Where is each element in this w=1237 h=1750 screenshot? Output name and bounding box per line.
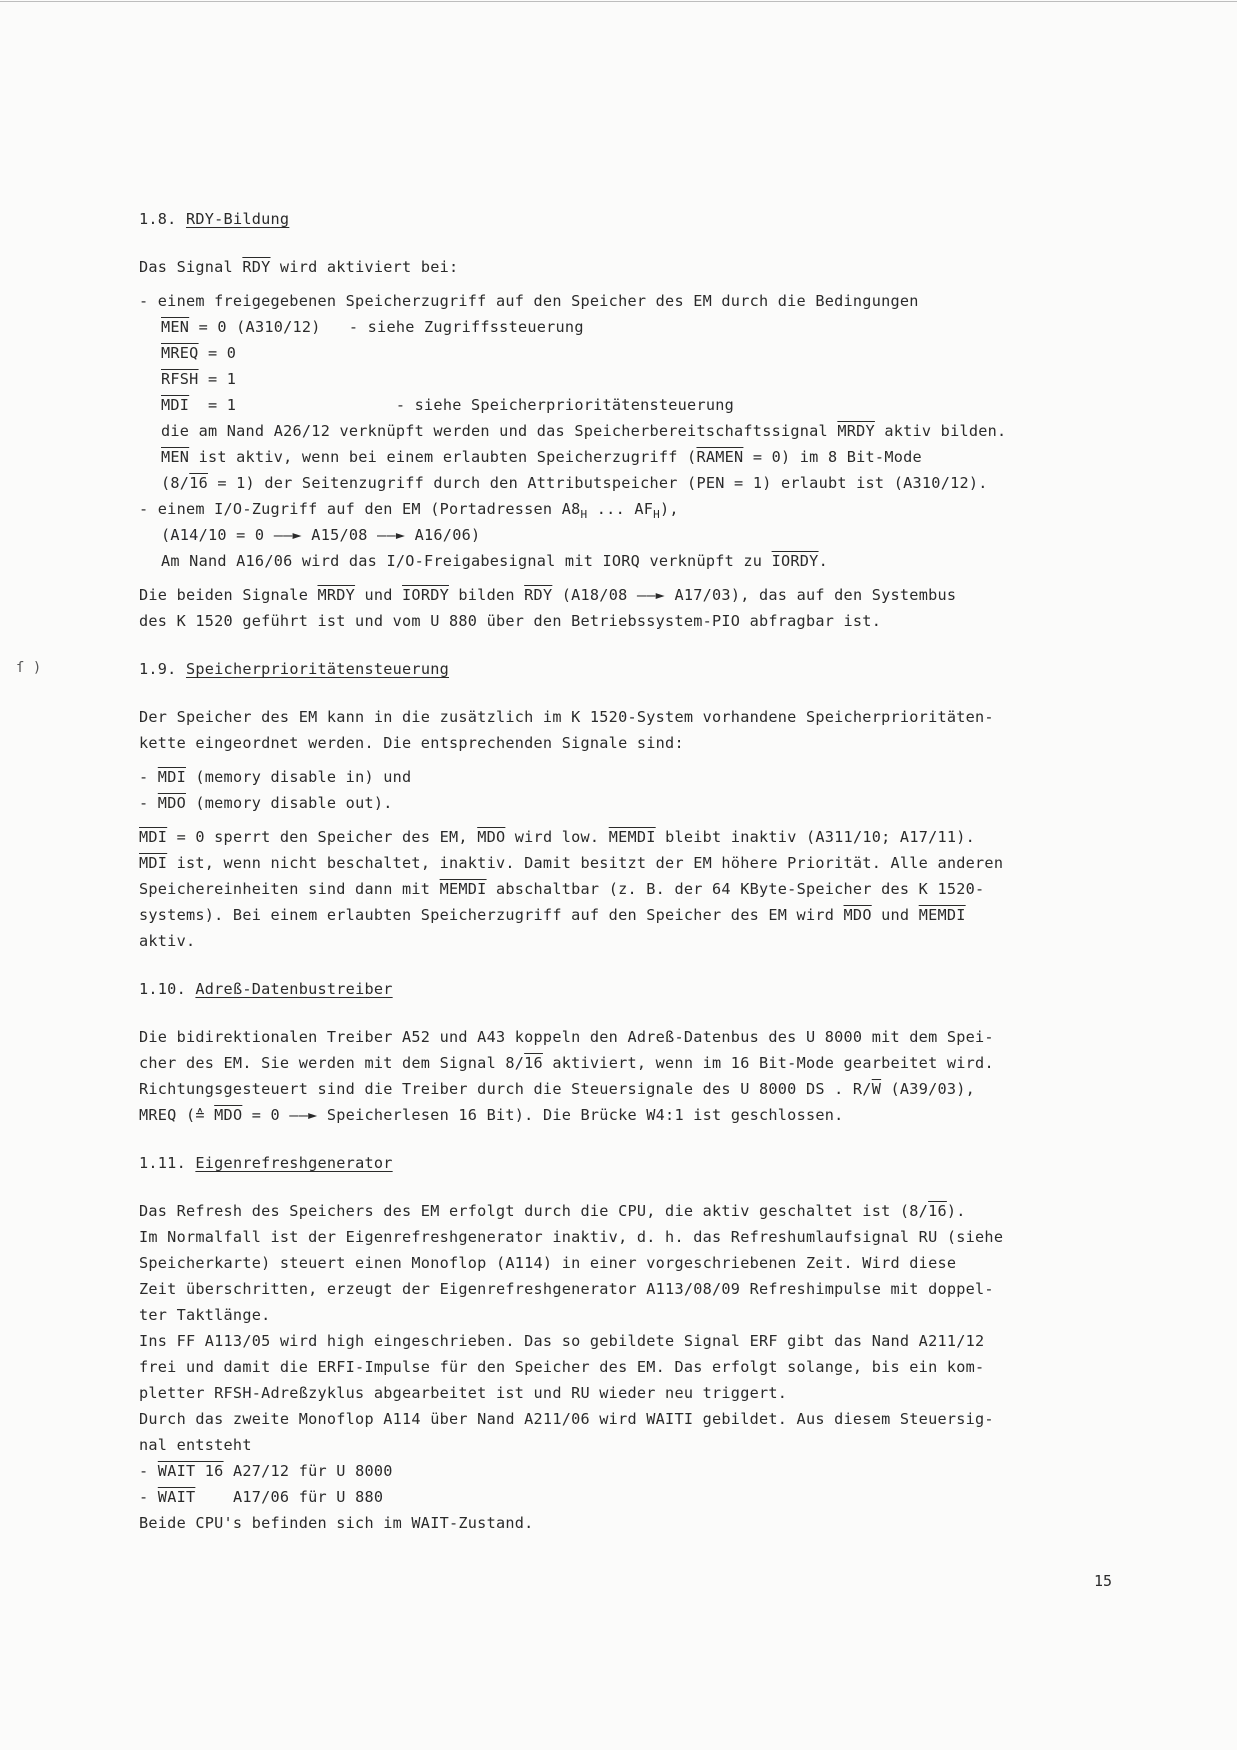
list-item: - einem I/O-Zugriff auf den EM (Portadressen $A8_H$ ... $AF_H$), [139,500,679,521]
list-item: - WAIT A17/06 für U 880 [139,1488,384,1506]
list-item: - einem freigegebenen Speicherzugriff auf den Speicher des EM durch die Bedingungen [139,292,919,310]
text-line: Im Normalfall ist der Eigenrefreshgenerator inaktiv, d. h. das Refreshumlaufsignal RU (siehe [139,1228,1004,1246]
top-edge-rule [0,1,1237,2]
text-line: Beide CPU's befinden sich im WAIT-Zustand. [139,1514,534,1532]
text-line: pletter RFSH-Adreßzyklus abgearbeitet ist und RU wieder neu triggert. [139,1384,788,1402]
text-line: (8/16 = 1) der Seitenzugriff durch den Attributspeicher (PEN = 1) erlaubt ist (A310/12). [161,474,988,492]
section-heading-1-9: 1.9. Speicherprioritätensteuerung [139,660,450,678]
text-line: die am Nand A26/12 verknüpft werden und das Speicherbereitschaftssignal MRDY aktiv bilden. [161,422,1007,440]
text-line: Speichereinheiten sind dann mit MEMDI abschaltbar (z. B. der 64 KByte-Speicher des K 1520- [139,880,985,898]
text-line: Am Nand A16/06 wird das I/O-Freigabesignal mit IORQ verknüpft zu IORDY. [161,552,828,570]
text-line: $\overline{MDI} = 0$ sperrt den Speicher des EM, $\overline{MDO}$ wird low. MEMDI bleibt inaktiv (A311/10; A17/11). [139,828,976,846]
text-line: aktiv. [139,932,196,950]
text-line: Das Signal $\overline{RDY}$ wird aktiviert bei: [139,258,459,276]
section-heading-1-10: 1.10. Adreß-Datenbustreiber [139,980,393,998]
text-line: Die bidirektionalen Treiber A52 und A43 koppeln den Adreß-Datenbus des U 8000 mit dem Spei- [139,1028,994,1046]
section-heading-1-11: 1.11. Eigenrefreshgenerator [139,1154,393,1172]
text-line: Richtungsgesteuert sind die Treiber durch die Steuersignale des U 8000 DS . $R/\overline{W}$ (A39/03), [139,1080,976,1098]
text-line: kette eingeordnet werden. Die entsprechenden Signale sind: [139,734,684,752]
condition-line: $\overline{MDI} = 1$ - siehe Speicherprioritätensteuerung [161,396,735,414]
text-line: Zeit überschritten, erzeugt der Eigenrefreshgenerator A113/08/09 Refreshimpulse mit doppel- [139,1280,994,1298]
text-line: nal entsteht [139,1436,252,1454]
section-number: 1.8. [139,210,177,228]
signal-rdy: $\overline{RDY}$ [242,258,271,276]
section-heading-1-8 [139,206,1129,232]
text-line: $\overline{MEN}$ ist aktiv, wenn bei einem erlaubten Speicherzugriff (RAMEN = 0) im 8 Bit-Mode [161,448,922,466]
condition-line: RFSH = 1 [161,370,237,388]
margin-mark: ſ ) [16,660,42,676]
text-line: cher des EM. Sie werden mit dem Signal 8/16 aktiviert, wenn im 16 Bit-Mode gearbeitet wird. [139,1054,994,1072]
list-item: - $\overline{MDO}$ (memory disable out). [139,794,393,812]
text-line: ter Taktlänge. [139,1306,271,1324]
text-line: Das Refresh des Speichers des EM erfolgt durch die CPU, die aktiv geschaltet ist (8/16). [139,1202,966,1220]
text-line: MREQ (≙ $\overline{MDO} = 0$ ——► Speicherlesen 16 Bit). Die Brücke W4:1 ist geschlossen. [139,1106,844,1124]
text-line: systems). Bei einem erlaubten Speicherzugriff auf den Speicher des EM wird $\overline{MDO}$ und MEMDI [139,906,966,924]
page-number: 15 [1094,1572,1113,1590]
list-item: - $\overline{MDI}$ (memory disable in) und [139,768,412,786]
text-line: Der Speicher des EM kann in die zusätzlich im K 1520-System vorhandene Speicherprioritäten- [139,708,994,726]
text-line: (A14/10 = 0 ——► A15/08 ——► A16/06) [161,526,481,544]
text-line: des K 1520 geführt ist und vom U 880 über den Betriebssystem-PIO abfragbar ist. [139,612,882,630]
text-line: frei und damit die ERFI-Impulse für den Speicher des EM. Das erfolgt solange, bis ein kom- [139,1358,985,1376]
text-line: Durch das zweite Monoflop A114 über Nand A211/06 wird WAITI gebildet. Aus diesem Steuersig- [139,1410,994,1428]
text-line: Ins FF A113/05 wird high eingeschrieben. Das so gebildete Signal ERF gibt das Nand A211/12 [139,1332,985,1350]
condition-line: MREQ = 0 [161,344,237,362]
document-page [139,206,1129,1536]
section-title: RDY-Bildung [185,210,290,228]
text-line: Speicherkarte) steuert einen Monoflop (A114) in einer vorgeschriebenen Zeit. Wird diese [139,1254,957,1272]
condition-line: $\overline{MEN} = 0$ (A310/12) - siehe Zugriffssteuerung [161,318,584,336]
text-line: Die beiden Signale MRDY und IORDY bilden $\overline{RDY}$ (A18/08 ——► A17/03), das auf den Systembus [139,586,957,604]
list-item: - WAIT 16 A27/12 für U 8000 [139,1462,393,1480]
text-line: $\overline{MDI}$ ist, wenn nicht beschaltet, inaktiv. Damit besitzt der EM höhere Priorität. Alle anderen [139,854,1004,872]
